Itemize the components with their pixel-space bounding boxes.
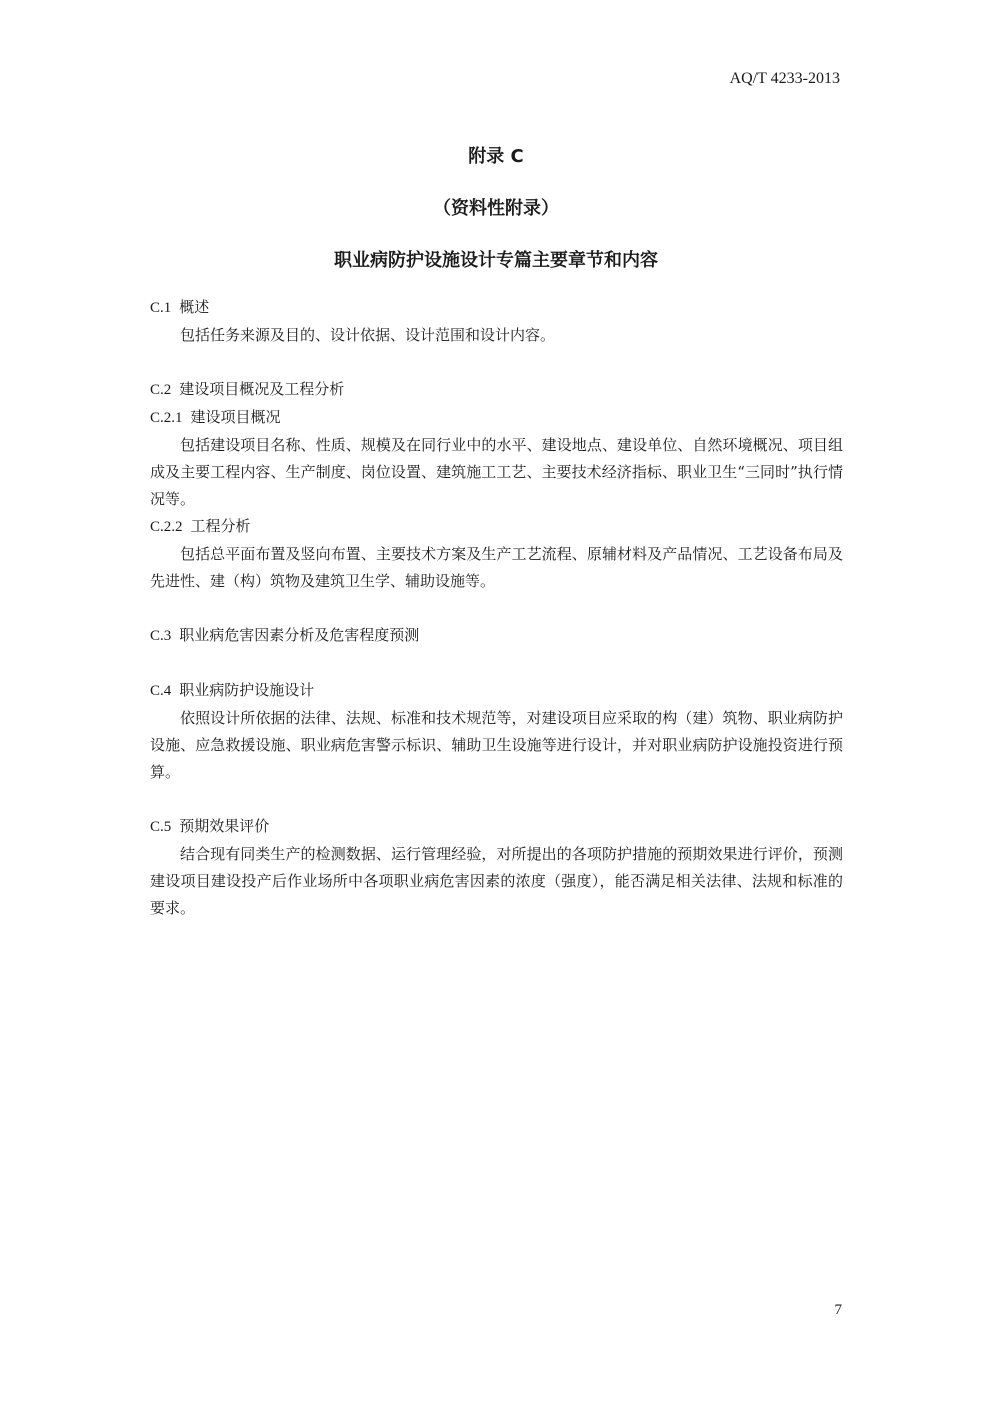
section-c2-2-paragraph: 包括总平面布置及竖向布置、主要技术方案及生产工艺流程、原辅材料及产品情况、工艺设备布局及先进性、建（构）筑物及建筑卫生学、辅助设施等。 xyxy=(150,545,843,590)
section-title: 职业病防护设施设计 xyxy=(179,681,315,699)
page-number: 7 xyxy=(834,1302,842,1318)
section-c2-2-heading xyxy=(150,513,843,541)
section-title: 工程分析 xyxy=(190,517,251,535)
section-c5-heading xyxy=(150,813,843,841)
section-c4-heading xyxy=(150,677,843,705)
section-title: 概述 xyxy=(179,298,210,316)
section-number: C.2.1 xyxy=(150,410,183,426)
section-number: C.5 xyxy=(150,819,172,835)
annex-type: （资料性附录） xyxy=(433,198,559,219)
section-c2-1-heading xyxy=(150,404,843,432)
document-body xyxy=(150,294,843,922)
section-c2-1-paragraph: 包括建设项目名称、性质、规模及在同行业中的水平、建设地点、建设单位、自然环境概况、项目组成及主要工程内容、生产制度、岗位设置、建筑施工工艺、主要技术经济指标、职业卫生“三同时”执行情况等。 xyxy=(150,436,843,508)
section-number: C.1 xyxy=(150,300,172,316)
section-number: C.4 xyxy=(150,683,172,699)
section-title: 建设项目概况 xyxy=(190,408,281,426)
annex-heading: 职业病防护设施设计专篇主要章节和内容 xyxy=(334,250,658,271)
spacer xyxy=(150,349,843,376)
section-c1-heading xyxy=(150,294,843,322)
section-title: 职业病危害因素分析及危害程度预测 xyxy=(179,626,420,644)
section-c3-heading xyxy=(150,622,843,650)
section-title: 建设项目概况及工程分析 xyxy=(179,380,345,398)
section-c5-paragraph: 结合现有同类生产的检测数据、运行管理经验，对所提出的各项防护措施的预期效果进行评价，预测建设项目建设投产后作业场所中各项职业病危害因素的浓度（强度），能否满足相关法律、法规和标准的要求。 xyxy=(150,845,843,917)
spacer xyxy=(150,650,843,677)
section-c4-paragraph: 依照设计所依据的法律、法规、标准和技术规范等，对建设项目应采取的构（建）筑物、职业病防护设施、应急救援设施、职业病危害警示标识、辅助卫生设施等进行设计，并对职业病防护设施投资进行预算。 xyxy=(150,709,843,781)
section-number: C.2 xyxy=(150,382,172,398)
section-c1-paragraph: 包括任务来源及目的、设计依据、设计范围和设计内容。 xyxy=(180,326,556,344)
section-title: 预期效果评价 xyxy=(179,817,270,835)
section-number: C.2.2 xyxy=(150,519,183,535)
spacer xyxy=(150,786,843,813)
section-number: C.3 xyxy=(150,628,172,644)
standard-code: AQ/T 4233-2013 xyxy=(729,70,840,87)
annex-title: 附录 C xyxy=(468,146,524,167)
section-c2-heading xyxy=(150,376,843,404)
spacer xyxy=(150,595,843,622)
